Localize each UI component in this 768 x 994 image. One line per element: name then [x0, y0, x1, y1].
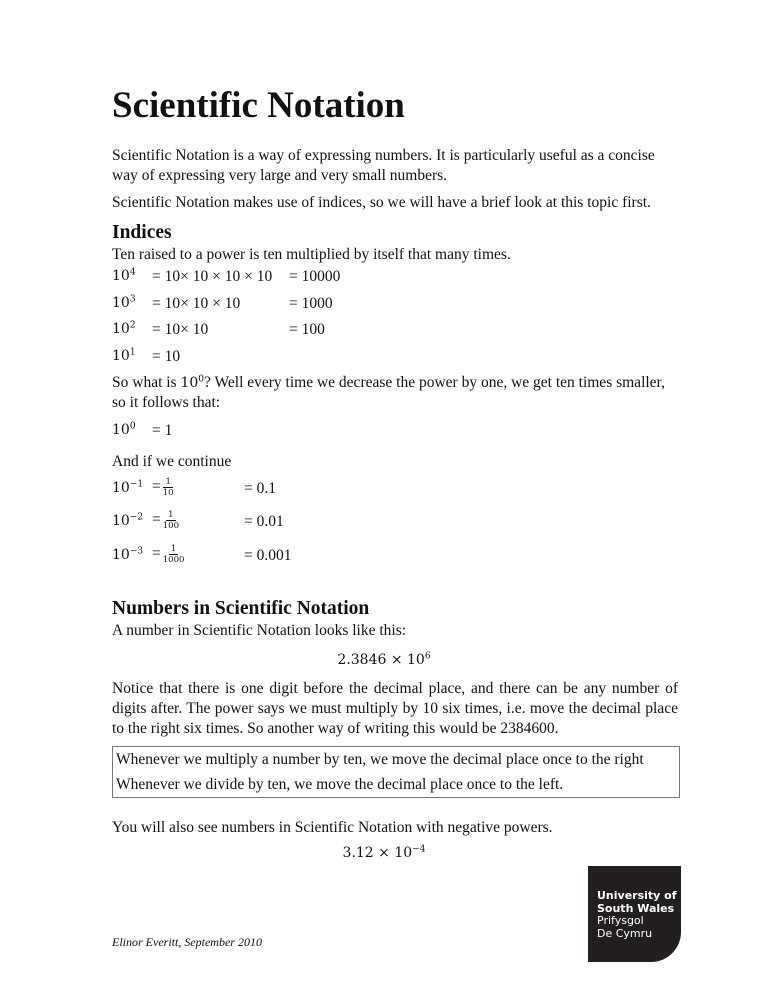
- power-expression: $10^1$: [112, 347, 136, 364]
- sci-explanation: Notice that there is one digit before the decimal place, and there can be any number of digits after. The power says we must multiply by 10 six times, i.e. move the decimal place to the right six times. So another way of writing this would be 2384600.: [112, 680, 678, 737]
- continue-text: And if we continue: [112, 453, 232, 470]
- power-expression: $10^{-2}$: [112, 512, 144, 529]
- power-expression: $10^4$: [112, 267, 136, 284]
- power-result: = 10000: [289, 268, 341, 285]
- intro-paragraph-1: Scientific Notation is a way of expressing numbers. It is particularly useful as a concise way of expressing very large and very small numbers.: [112, 147, 655, 184]
- negative-powers-intro: You will also see numbers in Scientific Notation with negative powers.: [112, 819, 553, 836]
- power-result: = 0.1: [244, 480, 276, 497]
- logo-line: University of: [597, 889, 677, 902]
- example-number-1: $2.3846 \times 10^6$: [337, 651, 431, 668]
- fraction: = $\frac{1}{1000}$: [152, 544, 185, 565]
- rule-box: [112, 746, 680, 798]
- page-title: Scientific Notation: [112, 85, 405, 126]
- sci-intro: A number in Scientific Notation looks like this:: [112, 622, 407, 639]
- power-result: = 0.001: [244, 547, 292, 564]
- logo-line: Prifysgol: [597, 914, 644, 927]
- power-expansion: = 10: [152, 348, 181, 365]
- power-expansion: = 10× 10 × 10: [152, 295, 241, 312]
- power-expression: $10^{-1}$: [112, 479, 144, 496]
- power-result: = 1: [152, 422, 173, 439]
- power-expression: $10^2$: [112, 320, 136, 337]
- rule-multiply: Whenever we multiply a number by ten, we move the decimal place once to the right: [116, 751, 644, 768]
- author-footer: Elinor Everitt, September 2010: [112, 935, 262, 949]
- indices-intro: Ten raised to a power is ten multiplied by itself that many times.: [112, 246, 511, 263]
- fraction: = $\frac{1}{10}$: [152, 477, 174, 498]
- logo-line: De Cymru: [597, 926, 653, 940]
- power-expansion: = 10× 10 × 10 × 10: [152, 268, 273, 285]
- logo-line: South Wales: [597, 901, 675, 915]
- power-result: = 0.01: [244, 513, 284, 530]
- power-result: = 100: [289, 321, 325, 338]
- sci-heading: Numbers in Scientific Notation: [112, 598, 370, 619]
- power-result: = 1000: [289, 295, 333, 312]
- zero-power-question: So what is $10^0$? Well every time we decrease the power by one, we get ten times smaller, so it follows that:: [112, 374, 665, 411]
- indices-heading: Indices: [112, 222, 172, 243]
- example-number-2: $3.12 \times 10^{-4}$: [342, 844, 426, 861]
- university-logo: [588, 866, 681, 962]
- power-expression: $10^0$: [112, 421, 136, 438]
- rule-divide: Whenever we divide by ten, we move the decimal place once to the left.: [116, 776, 564, 793]
- power-expression: $10^3$: [112, 294, 136, 311]
- fraction: = $\frac{1}{100}$: [152, 510, 179, 531]
- power-expression: $10^{-3}$: [112, 546, 144, 563]
- intro-paragraph-2: Scientific Notation makes use of indices, so we will have a brief look at this topic first.: [112, 194, 651, 211]
- power-expansion: = 10× 10: [152, 321, 209, 338]
